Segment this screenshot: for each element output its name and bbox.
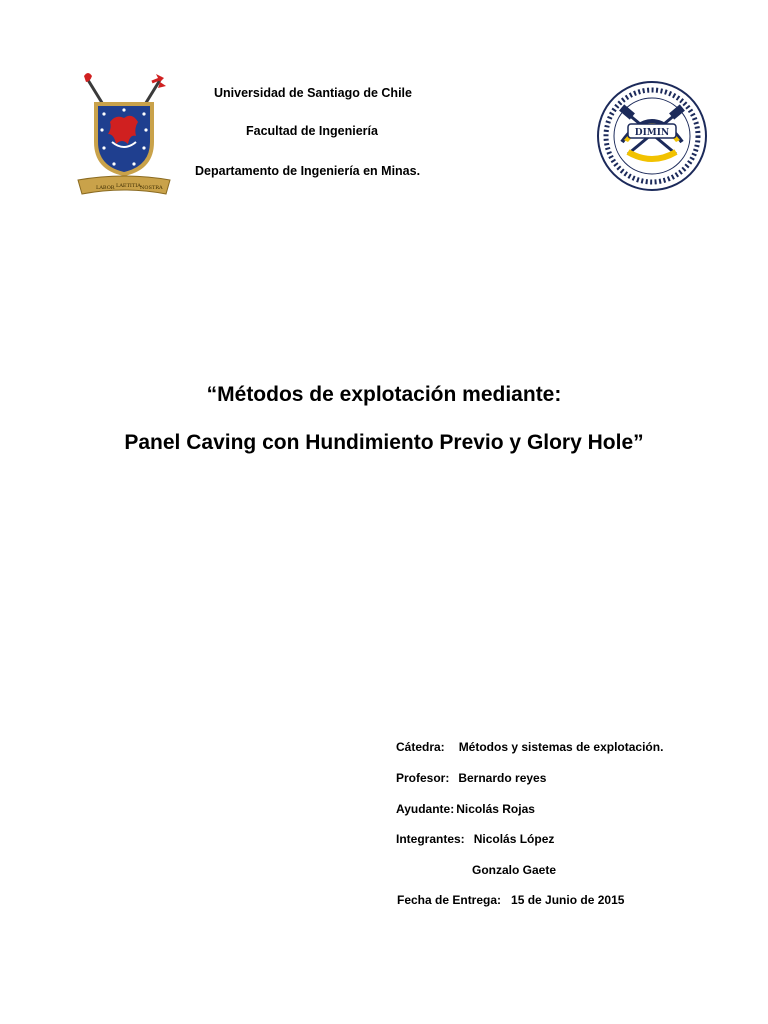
- ayudante-row: [396, 802, 535, 816]
- profesor-row: [396, 771, 546, 785]
- integrantes-row-2: [472, 863, 556, 877]
- ayudante-label: Ayudante:: [396, 802, 455, 816]
- usach-crest-logo: [74, 72, 174, 200]
- fecha-label: Fecha de Entrega:: [397, 893, 502, 907]
- catedra-row: [396, 740, 663, 754]
- faculty-name: Facultad de Ingeniería: [246, 124, 378, 138]
- dimin-seal-logo: [594, 80, 710, 192]
- profesor-label: Profesor:: [396, 771, 450, 785]
- ayudante-value: Nicolás Rojas: [456, 802, 535, 816]
- integrantes-label: Integrantes:: [396, 832, 465, 846]
- svg-text:NOSTRA: NOSTRA: [140, 185, 163, 191]
- university-name: Universidad de Santiago de Chile: [214, 86, 412, 100]
- department-name: Departamento de Ingeniería en Minas.: [195, 164, 421, 178]
- document-title-line-2: Panel Caving con Hundimiento Previo y Glory Hole”: [124, 431, 644, 454]
- integrantes-row: [396, 832, 554, 846]
- fecha-row: [397, 893, 624, 907]
- profesor-value: Bernardo reyes: [458, 771, 547, 785]
- fecha-value: 15 de Junio de 2015: [511, 893, 625, 907]
- svg-text:LABOR: LABOR: [96, 185, 115, 191]
- integrante-1: Nicolás López: [473, 832, 555, 846]
- catedra-label: Cátedra:: [396, 740, 445, 754]
- catedra-value: Métodos y sistemas de explotación.: [458, 740, 664, 754]
- integrante-2: Gonzalo Gaete: [472, 863, 557, 877]
- document-title-line-1: “Métodos de explotación mediante:: [206, 383, 562, 406]
- svg-text:LAETITIA: LAETITIA: [116, 183, 141, 189]
- svg-text:DIMIN: DIMIN: [634, 128, 670, 138]
